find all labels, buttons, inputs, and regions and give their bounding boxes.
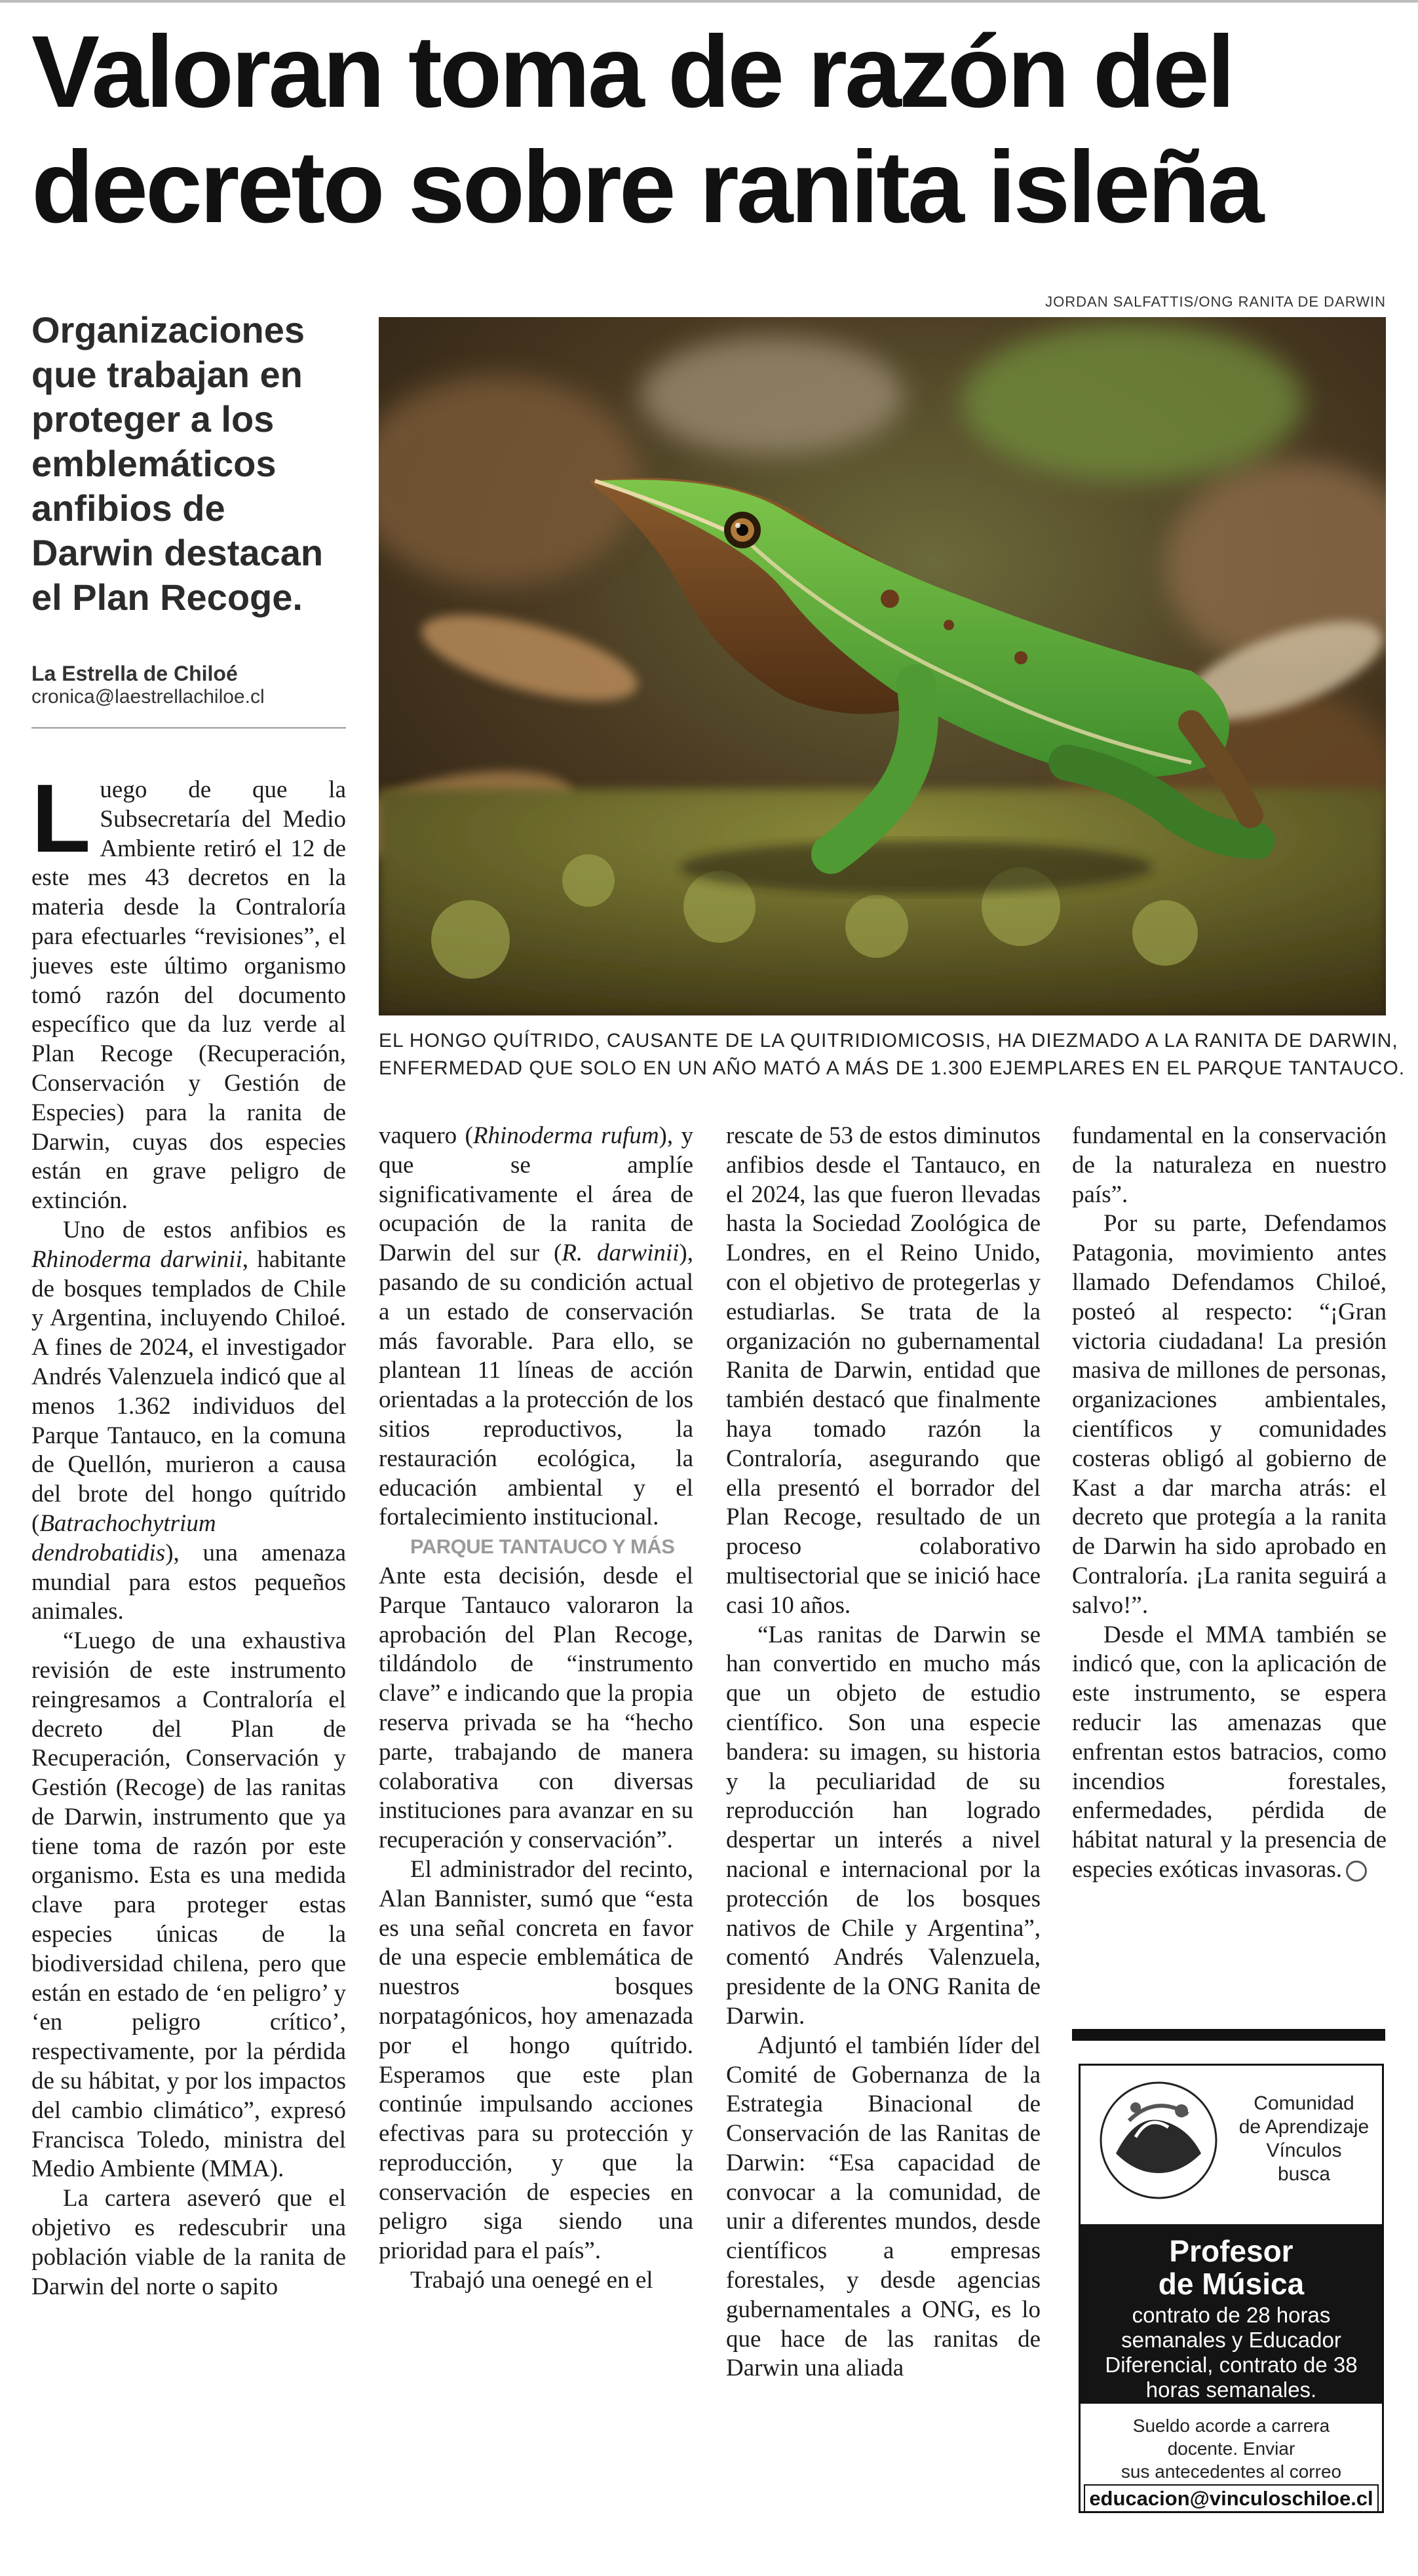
dropcap: L (31, 765, 91, 873)
byline-email: cronica@laestrellachiloe.cl (31, 686, 265, 708)
article-column-4 (1072, 1122, 1387, 1885)
article-column-2 (379, 1122, 693, 2296)
end-of-article-icon (1346, 1861, 1367, 1882)
article-paragraph: Por su parte, Defendamos Patagonia, movimiento antes llamado Defendamos Chiloé, posteó al respecto: “¡Gran victoria ciudadana! La presión masiva de millones de personas, organizaciones ambientales, científicos y comunidades costeras obligó al gobierno de Kast a dar marcha atrás: el decreto que protegía a la ranita de Darwin ha sido aprobado en Contraloría. ¡La ranita seguirá a salvo!”. (1072, 1210, 1387, 1619)
article-paragraph: “Luego de una exhaustiva revisión de este instrumento reingresamos a Contraloría el decreto del Plan de Recuperación, Conservación y Gestión (Recoge) de las ranitas de Darwin, instrumento que ya tiene toma de razón por este organismo. Esta es una medida clave para proteger estas especies únicas de la biodiversidad chilena, pero que están en estado de ‘en peligro’ y ‘en peligro crítico’, respectivamente, por la pérdida de su hábitat, y por los impactos del cambio climático”, expresó Francisca Toledo, ministra del Medio Ambiente (MMA). (31, 1627, 346, 2183)
byline (31, 662, 346, 708)
fungus-name: Batrachochytrium dendrobatidis (31, 1509, 216, 1566)
ad-footer: Sueldo acorde a carrera docente. Enviar sus antecedentes al correo educacion@vinculoschiloe.cl (1081, 2414, 1382, 2512)
headline-line-1: Valoran toma de razón del (31, 15, 1233, 129)
article-paragraph: vaquero (Rhinoderma rufum), y que se amplíe significativamente el área de ocupación de la ranita de Darwin del sur (R. darwinii), pasando de su condición actual a un estado de conservación más favorable. Para ello, se plantean 11 líneas de acción orientadas a la protección de los sitios reproductivos, la restauración ecológica, la educación ambiental y el fortalecimiento institucional. (379, 1122, 693, 1531)
headline-line-2: decreto sobre ranita isleña (31, 130, 1262, 244)
photo-caption (379, 1027, 1406, 1082)
job-advertisement (1079, 2064, 1384, 2513)
ad-top-bar (1072, 2029, 1385, 2041)
frog-photo (379, 317, 1386, 1015)
article-paragraph: El administrador del recinto, Alan Bannister, sumó que “esta es una señal concreta en favor de una especie emblemática de nuestros bosques norpatagónicos, hoy amenazada por el hongo quítrido. Esperamos que este plan continúe impulsando acciones efectivas para su protección y reproducción, y que la conservación de especies en peligro siga siendo una prioridad para el país”. (379, 1855, 693, 2265)
article-paragraph: Uno de estos anfibios es Rhinoderma darwinii, habitante de bosques templados de Chile y Argentina, incluyendo Chiloé. A fines de 2024, el investigador Andrés Valenzuela indicó que al menos 1.362 individuos del Parque Tantauco, en la comuna de Quellón, murieron a causa del brote del hongo quítrido (Batrachochytrium dendrobatidis), una amenaza mundial para estos pequeños animales. (31, 1216, 347, 1625)
ad-organization: Comunidad de Aprendizaje Vínculos busca (1238, 2093, 1370, 2185)
article-paragraph: Trabajó una oenegé en el (410, 2267, 653, 2294)
article-paragraph: “Las ranitas de Darwin se han convertido en mucho más que un objeto de estudio científico. Son una especie bandera: su imagen, su historia y la peculiaridad de su reproducción han logrado despertar un interés a nivel nacional e internacional por la protección de los bosques nativos de Chile y Argentina”, comentó Andrés Valenzuela, presidente de la ONG Ranita de Darwin. (726, 1621, 1041, 2030)
species-name: Rhinoderma darwinii (31, 1245, 242, 1273)
section-subhead: PARQUE TANTAUCO Y MÁS (410, 1535, 675, 1559)
ad-job-box (1081, 2224, 1382, 2404)
article-paragraph: Ante esta decisión, desde el Parque Tantauco valoraron la aprobación del Plan Recoge, tildándolo de “instrumento clave” e indicando que la propia reserva privada se ha “hecho parte, trabajando de manera colaborativa con diversas instituciones para avanzar en su recuperación y conservación”. (379, 1562, 693, 1854)
photo-credit: JORDAN SALFATTIS/ONG RANITA DE DARWIN (1045, 294, 1386, 310)
byline-name: La Estrella de Chiloé (31, 662, 238, 685)
species-name: Rhinoderma rufum (472, 1122, 659, 1149)
article-paragraph: rescate de 53 de estos diminutos anfibios desde el Tantauco, en el 2024, las que fueron llevadas hasta la Sociedad Zoológica de Londres, en el Reino Unido, con el objetivo de protegerlas y estudiarlas. Se trata de la organización no gubernamental Ranita de Darwin, entidad que también destacó que finalmente haya tomado razón la Contraloría, asegurando que ella presentó el borrador del Plan Recoge, resultado de un proceso colaborativo multisectorial que se inició hace casi 10 años. (726, 1122, 1041, 1619)
article-paragraph: La cartera aseveró que el objetivo es redescubrir una población viable de la ranita de Darwin del norte o sapito (31, 2185, 346, 2300)
headline (31, 14, 1394, 245)
lead-paragraph: Organizaciones que trabajan en proteger a los emblemáticos anfibios de Darwin destacan el Plan Recoge. (31, 309, 324, 618)
ad-job-title: Profesor de Música (1158, 2234, 1305, 2301)
article-paragraph: Luego de que la Subsecretaría del Medio Ambiente retiró el 12 de este mes 43 decretos en la materia desde la Contraloría para efectuarles “revisiones”, el jueves este último organismo tomó razón del documento específico que da luz verde al Plan Recoge (Recuperación, Conservación y Gestión de Especies) para la ranita de Darwin, cuyas dos especies están en grave peligro de extinción. (31, 765, 346, 1215)
vinculos-chiloe-logo-icon (1090, 2075, 1227, 2206)
top-rule (0, 0, 1418, 3)
article-paragraph: fundamental en la conservación de la naturaleza en nuestro país”. (1072, 1122, 1387, 1208)
article-column-3 (726, 1122, 1041, 2383)
byline-rule (31, 727, 346, 729)
article-paragraph: Adjuntó el también líder del Comité de Gobernanza de la Estrategia Binacional de Conservación de las Ranitas de Darwin: “Esa capacidad de convocar a la comunidad, de unir a diferentes mundos, desde científicos a empresas forestales, y desde agencias gubernamentales a ONG, es lo que hace de las ranitas de Darwin una aliada (726, 2032, 1041, 2382)
caption-line-2: ENFERMEDAD QUE SOLO EN UN AÑO MATÓ A MÁS DE 1.300 EJEMPLARES EN EL PARQUE TANTAUCO. (379, 1057, 1406, 1079)
species-name: R. darwinii (562, 1240, 680, 1267)
ad-email-link[interactable]: educacion@vinculoschiloe.cl (1084, 2484, 1378, 2512)
article-column-1 (31, 765, 347, 2301)
article-paragraph: Desde el MMA también se indicó que, con la aplicación de este instrumento, se espera reducir las amenazas que enfrentan estos batracios, como incendios forestales, enfermedades, pérdida de hábitat natural y la presencia de especies exóticas invasoras. (1072, 1621, 1387, 1883)
ad-job-details: contrato de 28 horas semanales y Educador Diferencial, contrato de 38 horas semanales. (1105, 2303, 1358, 2402)
caption-line-1: EL HONGO QUÍTRIDO, CAUSANTE DE LA QUITRIDIOMICOSIS, HA DIEZMADO A LA RANITA DE DARWIN, (379, 1030, 1398, 1051)
